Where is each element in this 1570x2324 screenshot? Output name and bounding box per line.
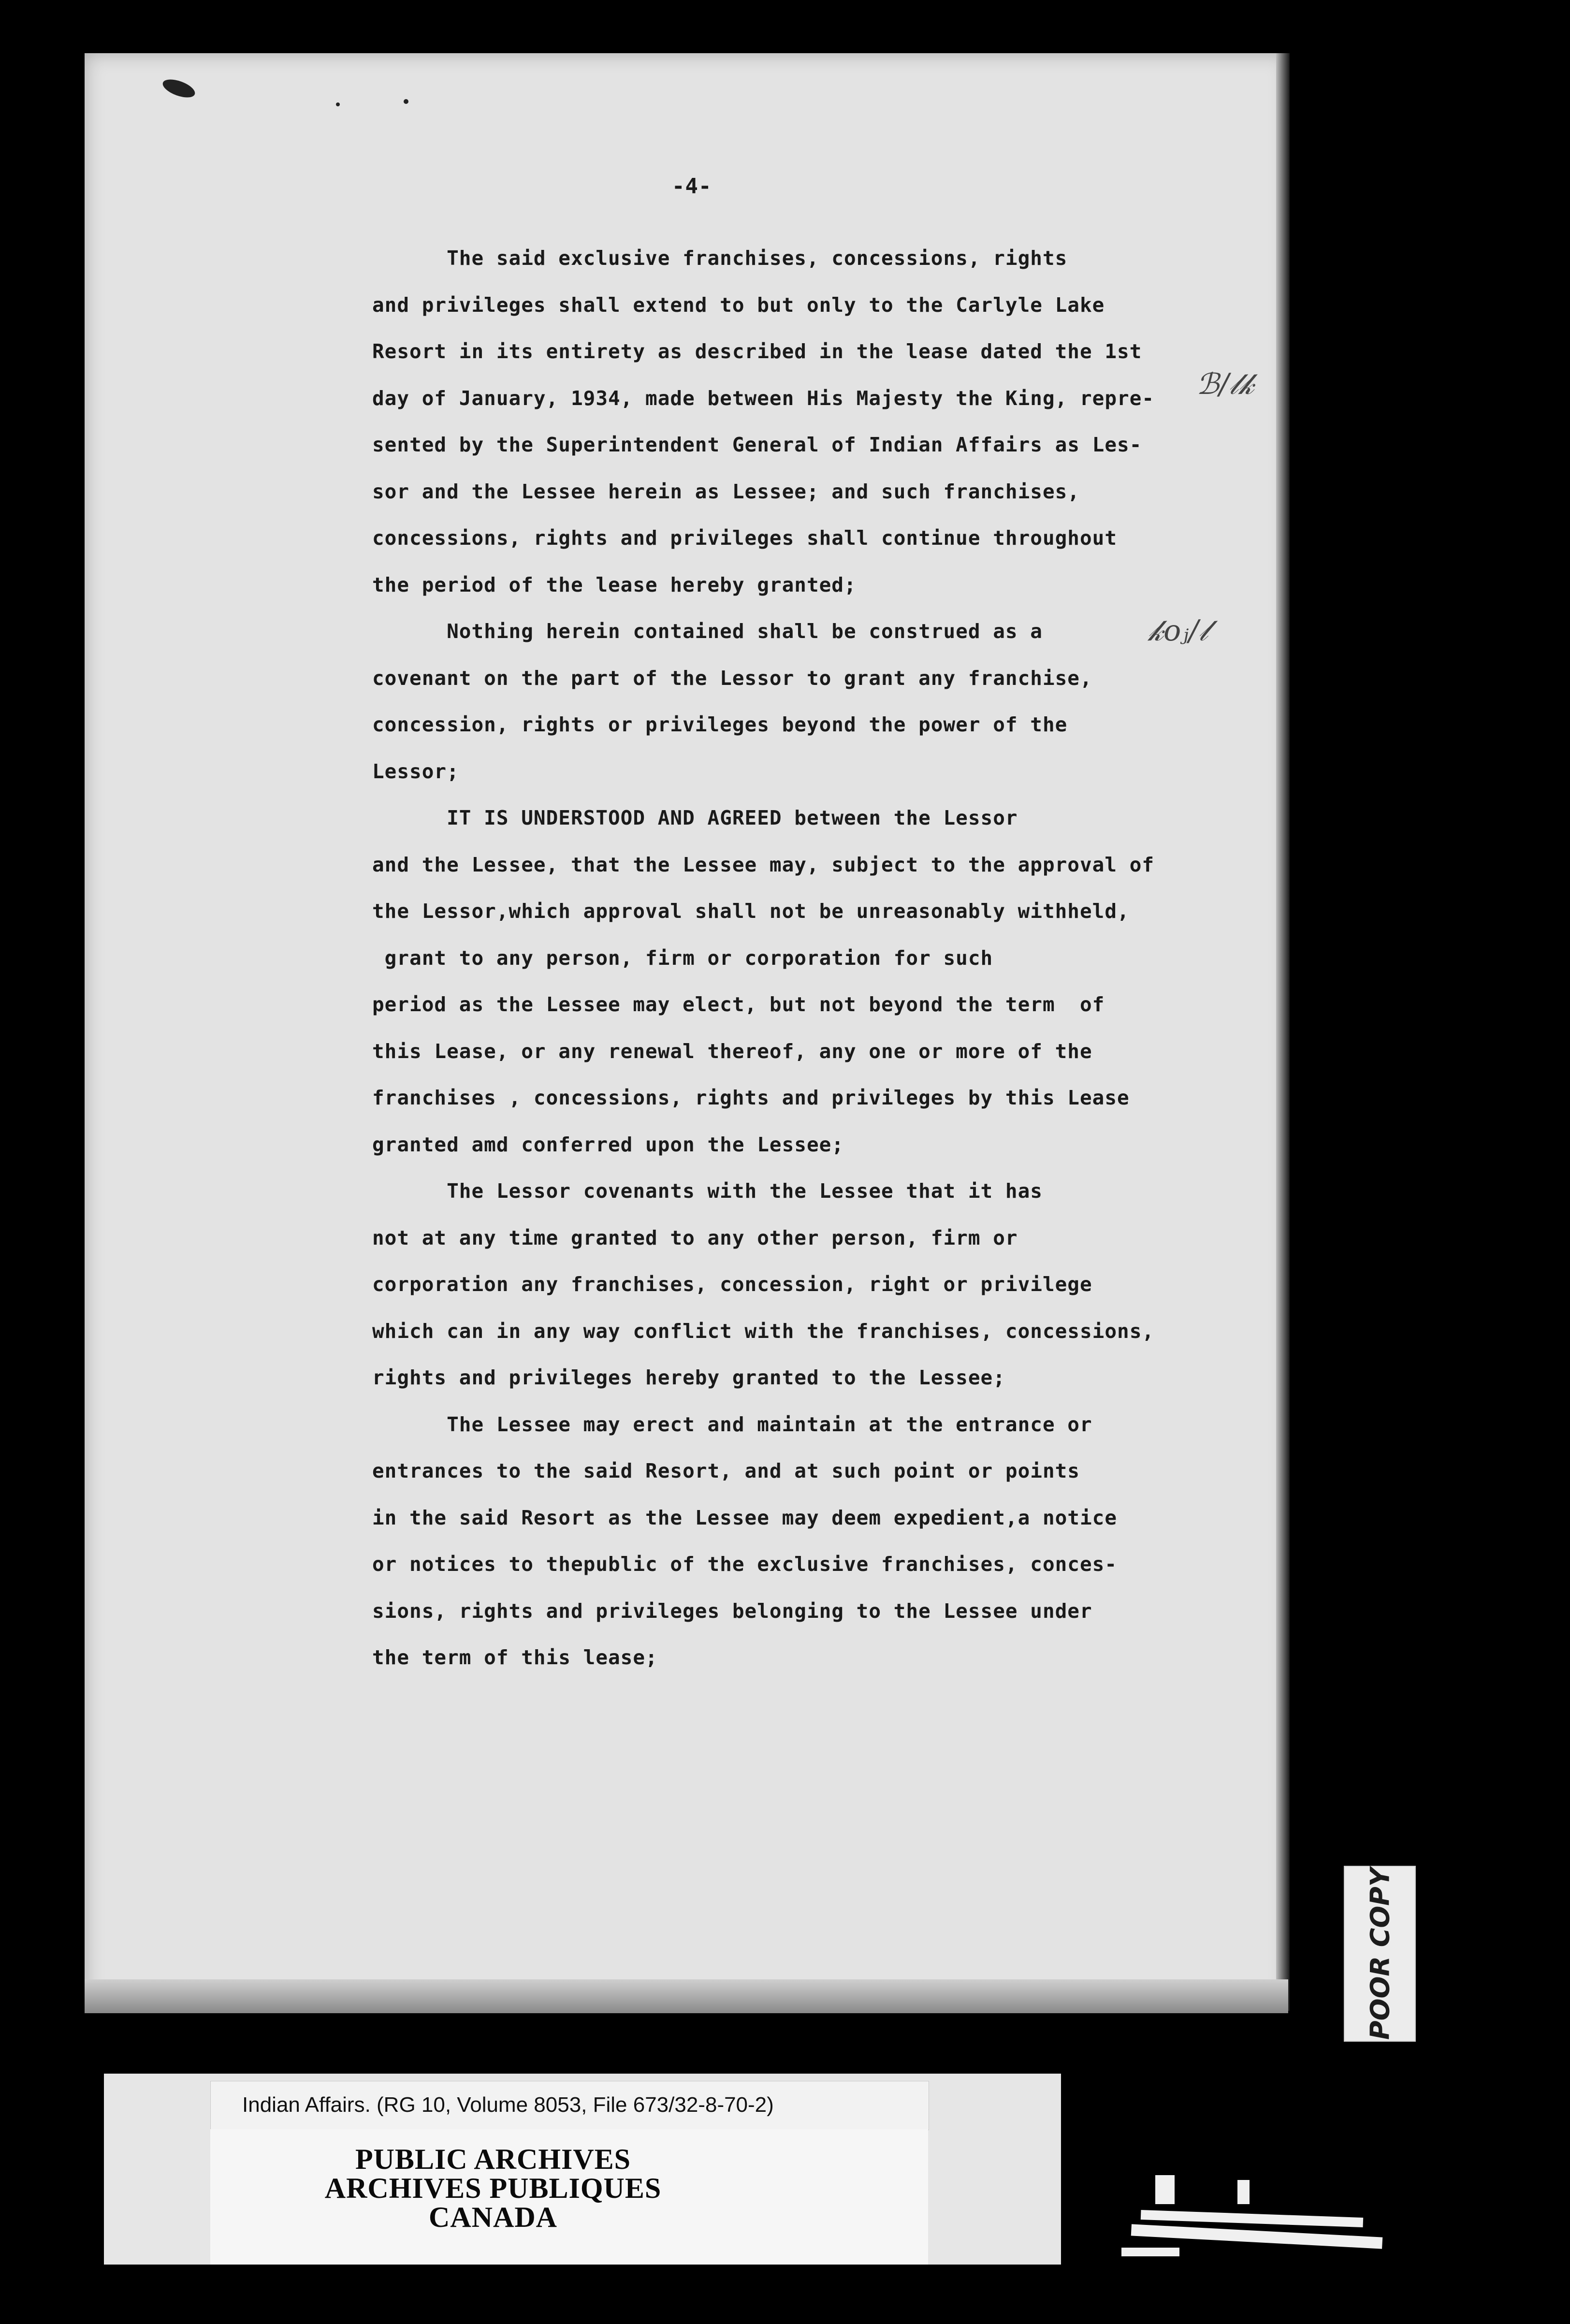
- text-line: not at any time granted to any other person, firm or: [372, 1226, 1018, 1249]
- text-line: which can in any way conflict with the franchises, concessions,: [372, 1319, 1155, 1343]
- text-line: and the Lessee, that the Lessee may, subject to the approval of: [372, 853, 1155, 876]
- page-edge: [85, 1979, 1288, 2013]
- text-line: The Lessor covenants with the Lessee that it has: [372, 1179, 1043, 1203]
- archives-line-fr: ARCHIVES PUBLIQUES: [324, 2172, 662, 2204]
- text-line: sented by the Superintendent General of Indian Affairs as Les-: [372, 433, 1142, 456]
- text-line: and privileges shall extend to but only to the Carlyle Lake: [372, 293, 1105, 317]
- typed-page: [85, 53, 1288, 2011]
- archives-line-country: CANADA: [429, 2201, 557, 2233]
- scanner-mark: [1131, 2224, 1383, 2249]
- scanner-mark: [1121, 2248, 1179, 2256]
- margin-annotation: ℬ/𝓁𝓀: [1196, 367, 1254, 401]
- text-line: or notices to thepublic of the exclusive franchises, conces-: [372, 1553, 1118, 1576]
- page-number: -4-: [672, 174, 712, 199]
- text-line: granted amd conferred upon the Lessee;: [372, 1133, 844, 1156]
- poor-copy-stamp: [1344, 1866, 1416, 2042]
- citation-strip: [210, 2081, 929, 2130]
- text-line: Nothing herein contained shall be construed as a: [372, 620, 1043, 643]
- archives-line-en: PUBLIC ARCHIVES: [355, 2143, 631, 2175]
- poor-copy-text: POOR COPY: [1365, 1868, 1395, 2040]
- margin-annotation: 𝓀𝑜ⱼ/𝓁: [1148, 614, 1208, 648]
- ink-dot: [404, 99, 408, 104]
- text-line: rights and privileges hereby granted to the Lessee;: [372, 1366, 1005, 1389]
- text-line: this Lease, or any renewal thereof, any one or more of the: [372, 1039, 1092, 1063]
- text-line: concession, rights or privileges beyond the power of the: [372, 713, 1068, 736]
- text-line: entrances to the said Resort, and at such point or points: [372, 1459, 1080, 1482]
- text-line: Lessor;: [372, 759, 459, 783]
- text-line: the period of the lease hereby granted;: [372, 573, 857, 596]
- archives-block: [210, 2129, 928, 2265]
- text-line: the Lessor,which approval shall not be unreasonably withheld,: [372, 900, 1130, 923]
- page-edge: [1276, 53, 1290, 2011]
- citation-text: Indian Affairs. (RG 10, Volume 8053, File 673/32-8-70-2): [242, 2093, 774, 2117]
- text-line: covenant on the part of the Lessor to grant any franchise,: [372, 666, 1092, 690]
- ink-dot: [336, 102, 340, 106]
- text-line: The Lessee may erect and maintain at the entrance or: [372, 1412, 1092, 1436]
- text-line: grant to any person, firm or corporation for such: [372, 946, 993, 970]
- scanner-mark: [1237, 2180, 1250, 2204]
- text-line: franchises , concessions, rights and privileges by this Lease: [372, 1086, 1130, 1109]
- text-line: day of January, 1934, made between His Majesty the King, repre-: [372, 386, 1155, 410]
- scanner-mark: [1141, 2210, 1363, 2227]
- scanner-marks: [1121, 2175, 1411, 2277]
- text-line: sor and the Lessee herein as Lessee; and such franchises,: [372, 479, 1080, 503]
- text-line: in the said Resort as the Lessee may deem expedient,a notice: [372, 1506, 1118, 1529]
- text-line: concessions, rights and privileges shall continue throughout: [372, 526, 1118, 550]
- scanner-mark: [1155, 2175, 1175, 2204]
- text-line: sions, rights and privileges belonging to the Lessee under: [372, 1599, 1092, 1623]
- ink-blot: [160, 76, 197, 101]
- text-line: IT IS UNDERSTOOD AND AGREED between the Lessor: [372, 806, 1018, 829]
- text-line: Resort in its entirety as described in the lease dated the 1st: [372, 340, 1142, 363]
- text-line: corporation any franchises, concession, right or privilege: [372, 1273, 1092, 1296]
- text-line: The said exclusive franchises, concessions, rights: [372, 247, 1068, 270]
- text-line: the term of this lease;: [372, 1646, 658, 1669]
- text-line: period as the Lessee may elect, but not beyond the term of: [372, 993, 1105, 1016]
